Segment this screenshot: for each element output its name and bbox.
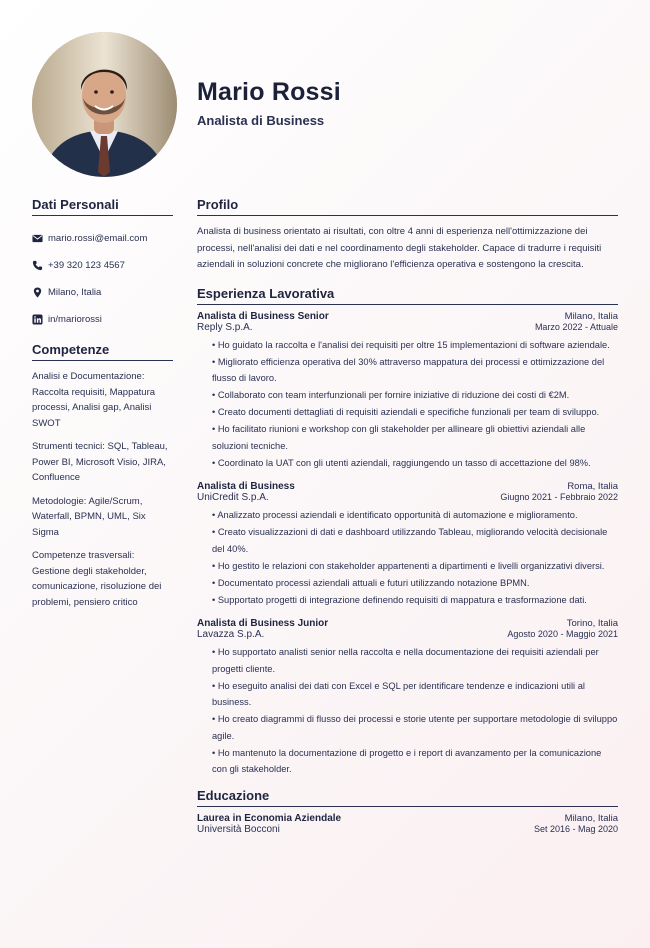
education-entry	[197, 813, 618, 835]
education-title: Educazione	[197, 788, 618, 807]
job-location: Torino, Italia	[566, 618, 618, 629]
contact-email[interactable]	[32, 225, 173, 252]
contact-list	[32, 225, 173, 333]
contact-phone-text: +39 320 123 4567	[48, 260, 125, 271]
job-bullet: • Supportato progetti di integrazione definendo requisiti di mappatura e trasformazione dati.	[212, 592, 618, 609]
phone-icon	[32, 260, 43, 271]
contact-location-text: Milano, Italia	[48, 287, 102, 298]
education-dates: Set 2016 - Mag 2020	[533, 823, 618, 834]
personal-data-title: Dati Personali	[32, 197, 173, 216]
job-bullet: • Ho gestito le relazioni con stakeholder appartenenti a dipartimenti e livelli organizzativi diversi.	[212, 558, 618, 575]
job-bullet: • Ho supportato analisti senior nella raccolta e nella documentazione dei requisiti aziendali per progetti cliente.	[212, 644, 618, 677]
job-title: Analista di Business Senior	[197, 310, 329, 322]
contact-linkedin-text: in/mariorossi	[48, 314, 102, 325]
job-bullets	[197, 507, 618, 608]
job-bullet: • Ho creato diagrammi di flusso dei processi e storie utente per supportare metodologie di sviluppo agile.	[212, 711, 618, 744]
profile-text: Analista di business orientato ai risultati, con oltre 4 anni di esperienza nell'ottimizzazione dei processi, nell'analisi dei dati e nel coordinamento degli stakeholder. Capace di tradurre i requisiti aziendali in soluzioni concrete che migliorano l'efficienza operativa e sostengono la crescita.	[197, 226, 602, 270]
job-bullet: • Documentato processi aziendali attuali e futuri utilizzando notazione BPMN.	[212, 575, 618, 592]
degree-title: Laurea in Economia Aziendale	[197, 812, 342, 824]
job-bullet: • Ho eseguito analisi dei dati con Excel e SQL per identificare tendenze e indicazioni utili al business.	[212, 678, 618, 711]
job-entry	[197, 618, 618, 778]
job-bullet: • Ho facilitato riunioni e workshop con gli stakeholder per allineare gli obiettivi aziendali alle soluzioni tecniche.	[212, 421, 618, 454]
skill-group: Metodologie: Agile/Scrum, Waterfall, BPMN, UML, Six Sigma	[32, 495, 146, 538]
envelope-icon	[32, 233, 43, 244]
contact-phone[interactable]	[32, 252, 173, 279]
linkedin-icon	[32, 314, 43, 325]
job-bullet: • Creato visualizzazioni di dati e dashboard utilizzando Tableau, migliorando velocità decisionale del 40%.	[212, 524, 618, 557]
school-name: Università Bocconi	[197, 823, 280, 835]
profile-title: Profilo	[197, 197, 618, 216]
contact-location	[32, 279, 173, 306]
job-bullet: • Coordinato la UAT con gli utenti aziendali, raggiungendo un tasso di accettazione del 98%.	[212, 455, 618, 472]
job-dates: Marzo 2022 - Attuale	[534, 321, 618, 332]
job-location: Milano, Italia	[564, 310, 618, 322]
skills-title: Competenze	[32, 342, 173, 361]
candidate-role: Analista di Business	[197, 113, 325, 128]
education-section	[197, 788, 618, 835]
contact-email-text: mario.rossi@email.com	[48, 233, 148, 244]
person-portrait-icon	[32, 32, 177, 177]
job-bullet: • Collaborato con team interfunzionali per fornire iniziative di riduzione dei costi di €2M.	[212, 387, 618, 404]
job-entry	[197, 311, 618, 472]
skill-group: Analisi e Documentazione: Raccolta requisiti, Mappatura processi, Analisi gap, Analisi SWOT	[32, 371, 156, 429]
experience-title: Esperienza Lavorativa	[197, 286, 618, 305]
job-title: Analista di Business Junior	[197, 618, 329, 629]
job-company: Reply S.p.A.	[197, 321, 253, 333]
job-bullet: • Creato documenti dettagliati di requisiti aziendali e specifiche funzionali per team di sviluppo.	[212, 404, 618, 421]
skill-group: Strumenti tecnici: SQL, Tableau, Power BI, Microsoft Visio, JIRA, Confluence	[32, 441, 168, 483]
job-location: Roma, Italia	[567, 481, 618, 492]
job-bullet: • Migliorato efficienza operativa del 30% attraverso mappatura dei processi e ottimizzazione del flusso di lavoro.	[212, 354, 618, 387]
right-column	[197, 197, 618, 841]
job-title: Analista di Business	[197, 481, 295, 492]
job-bullet: • Analizzato processi aziendali e identificato opportunità di automazione e miglioramento.	[212, 507, 618, 524]
profile-section	[197, 197, 618, 274]
left-column	[32, 197, 173, 610]
profile-photo	[32, 32, 177, 177]
job-dates: Giugno 2021 - Febbraio 2022	[500, 492, 618, 502]
experience-section	[197, 286, 618, 778]
job-company: Lavazza S.p.A.	[197, 629, 265, 640]
skill-group: Competenze trasversali: Gestione degli stakeholder, comunicazione, risoluzione dei problemi, pensiero critico	[32, 550, 162, 608]
job-dates: Agosto 2020 - Maggio 2021	[507, 629, 618, 639]
location-pin-icon	[32, 287, 43, 298]
job-bullet: • Ho guidato la raccolta e l'analisi dei requisiti per oltre 15 implementazioni di software aziendale.	[212, 337, 618, 354]
job-company: UniCredit S.p.A.	[197, 492, 269, 503]
candidate-name: Mario Rossi	[197, 78, 341, 106]
job-bullets	[197, 337, 618, 472]
education-location: Milano, Italia	[564, 812, 618, 824]
job-entry	[197, 481, 618, 608]
job-bullets	[197, 644, 618, 778]
job-bullet: • Ho mantenuto la documentazione di progetto e i report di avanzamento per la comunicazione con gli stakeholder.	[212, 745, 618, 778]
contact-linkedin[interactable]	[32, 306, 173, 333]
